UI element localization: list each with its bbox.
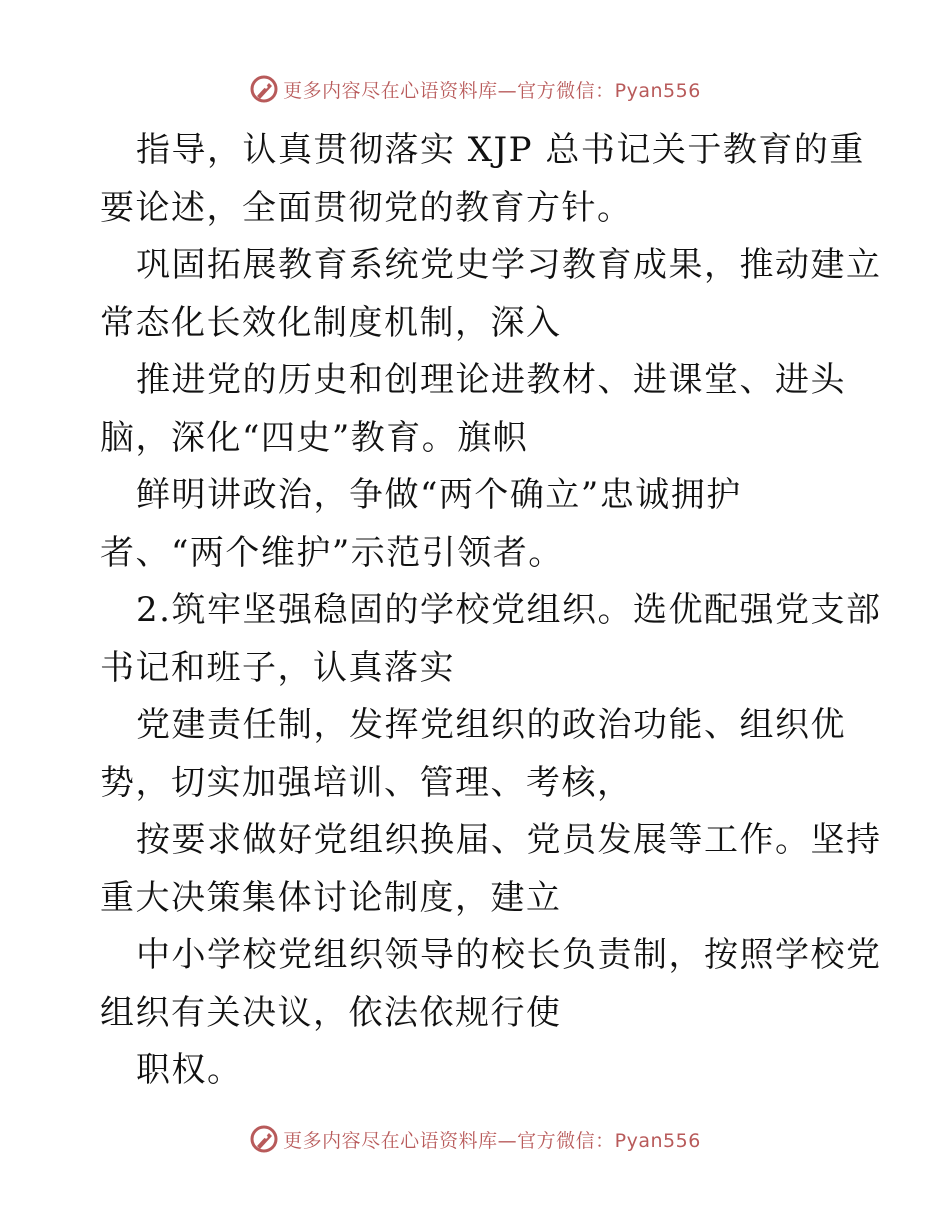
text-line: 党建责任制，发挥党组织的政治功能、组织优: [136, 705, 846, 745]
text-line: 书记和班子，认真落实: [100, 647, 455, 688]
document-body: [100, 122, 882, 1100]
text-line: 脑，深化“四史”教育。旗帜: [100, 417, 529, 458]
text-line: 者、“两个维护”示范引领者。: [100, 532, 564, 573]
text-line: 推进党的历史和创理论进教材、进课堂、进头: [136, 360, 846, 400]
text-line: 鲜明讲政治，争做“两个确立”忠诚拥护: [136, 475, 742, 515]
text-line: 2.筑牢坚强稳固的学校党组织。选优配强党支部: [136, 590, 882, 630]
header-banner: [0, 72, 950, 106]
pen-nib-circle-icon: [249, 1124, 279, 1154]
text-line: 组织有关决议，依法依规行使: [100, 992, 562, 1033]
text-line: 巩固拓展教育系统党史学习教育成果，推动建立: [136, 245, 882, 285]
text-line: 指导，认真贯彻落实 XJP 总书记关于教育的重: [136, 130, 865, 170]
text-line: 按要求做好党组织换届、党员发展等工作。坚持: [136, 820, 882, 860]
footer-text: 更多内容尽在心语资料库—官方微信：Pyan556: [283, 1129, 701, 1152]
text-line: 职权。: [136, 1050, 243, 1090]
text-line: 中小学校党组织领导的校长负责制，按照学校党: [136, 935, 882, 975]
text-line: 重大决策集体讨论制度，建立: [100, 877, 562, 918]
pen-nib-circle-icon: [249, 74, 279, 104]
footer-banner: [0, 1122, 950, 1156]
header-text: 更多内容尽在心语资料库—官方微信：Pyan556: [283, 79, 701, 102]
text-line: 势，切实加强培训、管理、考核，: [100, 762, 633, 803]
text-line: 要论述，全面贯彻党的教育方针。: [100, 187, 633, 228]
text-line: 常态化长效化制度机制，深入: [100, 302, 562, 343]
